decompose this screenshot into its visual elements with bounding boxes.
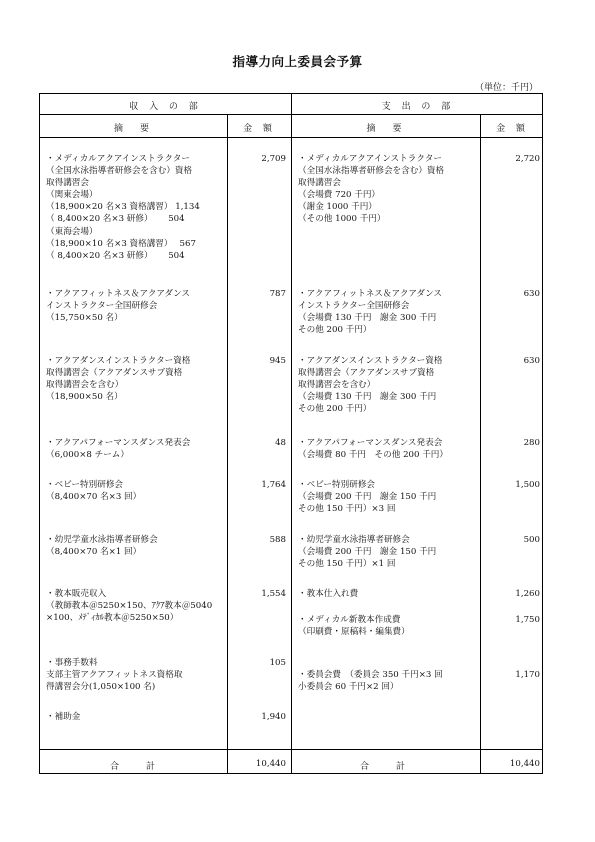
income-entry-amount: 588	[269, 535, 286, 545]
expense-entry-text: ・ベビー特別研修会 （会場費 200 千円 謝金 150 千円 その他 150 千円）×3 回	[298, 480, 437, 515]
expense-entry-text: ・アクアダンスインストラクター資格 取得講習会（アクアダンスサブ資格 取得講習会を含む） （会場費 130 千円 謝金 300 千円 その他 200 千円）	[298, 356, 443, 415]
income-entry-amount: 2,709	[261, 154, 286, 164]
expense-amount-header: 金 額	[496, 124, 529, 134]
income-entry-text: ・アクアパフォーマンスダンス発表会 （6,000×8 チーム）	[46, 438, 191, 461]
income-entry-amount: 48	[275, 438, 286, 448]
expense-entry-amount: 1,500	[515, 480, 540, 490]
expense-entry-text: ・アクアパフォーマンスダンス発表会 （会場費 80 千円 その他 200 千円）	[298, 438, 448, 461]
expense-entry-amount: 1,750	[515, 615, 540, 625]
expense-entry-amount: 1,170	[515, 670, 540, 680]
expense-entry-text: ・委員会費 （委員会 350 千円×3 回 小委員会 60 千円×2 回）	[298, 670, 443, 693]
income-entry-amount: 1,554	[261, 589, 286, 599]
income-entry-text: ・アクアフィットネス＆アクアダンス インストラクター全国研修会 （15,750×50 名）	[46, 289, 191, 324]
expense-entry-amount: 1,260	[515, 589, 540, 599]
expense-entry-text: ・教本仕入れ費	[298, 589, 359, 599]
page-title: 指導力向上委員会予算	[232, 54, 363, 69]
expense-total-label: 合 計	[360, 762, 406, 772]
expense-total: 10,440	[509, 759, 540, 769]
center-divider	[291, 94, 292, 773]
expense-summary-header: 摘 要	[366, 124, 406, 134]
income-entry-text: ・メディカルアクアインストラクター （全国水泳指導者研修会を含む）資格 取得講習会 （関東会場） （18,900×20 名×3 資格講習） 1,134 （ 8,400×20 名×3 研修） 504 （東海会場） （18,900×10 名×3 資格講習） 567 （ 8,400×20 名×3 研修） 504	[46, 154, 200, 261]
expense-entry-amount: 500	[523, 535, 540, 545]
expense-entry-amount: 280	[523, 438, 540, 448]
expense-entry-text: ・メディカル新教本作成費 （印刷費・原稿料・編集費）	[298, 615, 410, 638]
income-entry-text: ・事務手数料 支部主管アクアフィットネス資格取 得講習会分(1,050×100 名)	[46, 658, 183, 693]
expense-entry-amount: 630	[523, 289, 540, 299]
expense-header: 支 出 の 部	[381, 102, 455, 112]
header-divider-2	[40, 137, 542, 138]
income-entry-text: ・アクアダンスインストラクター資格 取得講習会（アクアダンスサブ資格 取得講習会を含む） （18,900×50 名）	[46, 356, 191, 403]
income-entry-amount: 945	[269, 356, 286, 366]
income-total-label: 合 計	[110, 762, 156, 772]
income-entry-text: ・補助金	[46, 712, 81, 722]
income-entry-amount: 105	[269, 658, 286, 668]
expense-entry-amount: 630	[523, 356, 540, 366]
income-entry-amount: 787	[269, 289, 286, 299]
income-entry-amount: 1,764	[261, 480, 286, 490]
expense-entry-text: ・幼児学童水泳指導者研修会 （会場費 200 千円 謝金 150 千円 その他 150 千円）×1 回	[298, 535, 437, 570]
income-amount-header: 金 額	[243, 124, 276, 134]
income-entry-text: ・教本販売収入 （教師教本＠5250×150、ｱｸｱ教本＠5040 ×100、ﾒﾃﾞｨｶﾙ教本＠5250×50）	[46, 589, 213, 624]
expense-entry-amount: 2,720	[515, 154, 540, 164]
income-entry-text: ・ベビー特別研修会 （8,400×70 名×3 回）	[46, 480, 142, 503]
total-divider	[40, 749, 542, 750]
expense-entry-text: ・メディカルアクアインストラクター （全国水泳指導者研修会を含む）資格 取得講習会 （会場費 720 千円） （謝金 1000 千円） （その他 1000 千円）	[298, 154, 445, 225]
income-summary-header: 摘 要	[113, 124, 153, 134]
expense-entry-text: ・アクアフィットネス＆アクアダンス インストラクター全国研修会 （会場費 130 千円 謝金 300 千円 その他 200 千円）	[298, 289, 443, 336]
budget-table	[39, 93, 543, 774]
unit-label: （単位：千円）	[474, 83, 538, 93]
income-entry-amount: 1,940	[261, 712, 286, 722]
income-header: 収 入 の 部	[129, 102, 202, 112]
header-divider-1	[40, 114, 542, 115]
income-total: 10,440	[255, 759, 286, 769]
income-entry-text: ・幼児学童水泳指導者研修会 （8,400×70 名×1 回）	[46, 535, 158, 558]
